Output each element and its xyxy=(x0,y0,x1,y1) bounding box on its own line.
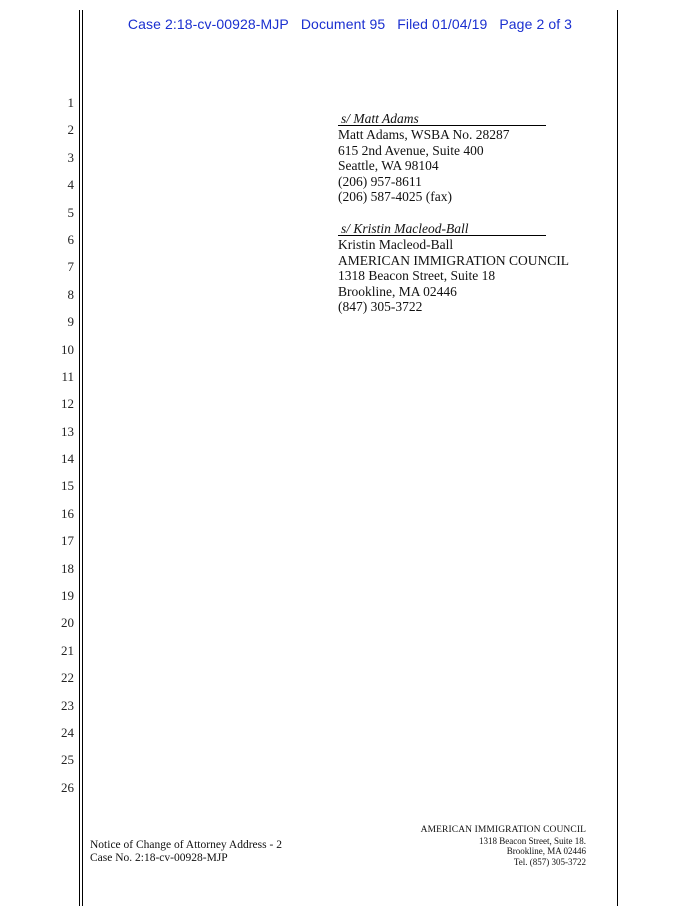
line-number: 24 xyxy=(61,724,74,740)
line-number: 5 xyxy=(67,204,74,220)
line-number: 19 xyxy=(61,588,74,604)
line-number: 23 xyxy=(61,697,74,713)
line-number: 2 xyxy=(67,122,74,138)
line-number: 22 xyxy=(61,670,74,686)
page-count: Page 2 of 3 xyxy=(499,16,573,32)
footer-title: Notice of Change of Attorney Address - 2 xyxy=(90,839,282,851)
address-line: 615 2nd Avenue, Suite 400 xyxy=(338,142,484,158)
attorney-name: Matt Adams, WSBA No. 28287 xyxy=(338,127,510,142)
footer-case-number: Case No. 2:18-cv-00928-MJP xyxy=(90,852,228,864)
line-number: 14 xyxy=(61,451,74,467)
line-number: 7 xyxy=(67,259,74,275)
left-margin-rule-outer xyxy=(79,10,80,906)
footer-city-state-zip: Brookline, MA 02446 xyxy=(506,846,586,856)
footer-telephone: Tel. (857) 305-3722 xyxy=(513,856,586,867)
line-number: 13 xyxy=(61,423,74,439)
line-number: 1 xyxy=(67,95,74,110)
address-line: 1318 Beacon Street, Suite 18 xyxy=(338,268,496,284)
line-number: 26 xyxy=(61,779,74,795)
line-number: 3 xyxy=(67,149,74,165)
line-number: 18 xyxy=(61,560,74,576)
signature-block-adams xyxy=(338,111,546,205)
line-number: 9 xyxy=(67,314,74,330)
document-number: Document 95 xyxy=(300,16,386,32)
signature-block-macleod-ball xyxy=(338,221,569,315)
signature-line: s/ Kristin Macleod-Ball xyxy=(338,222,546,236)
attorney-name: Kristin Macleod-Ball xyxy=(338,237,454,252)
line-number: 16 xyxy=(61,505,74,521)
line-number: 6 xyxy=(67,231,74,247)
fax: (206) 587-4025 (fax) xyxy=(338,189,452,205)
city-state-zip: Brookline, MA 02446 xyxy=(338,283,457,299)
line-number: 12 xyxy=(61,396,74,412)
line-number: 25 xyxy=(61,752,74,768)
footer-address-line: 1318 Beacon Street, Suite 18. xyxy=(479,835,586,846)
line-number: 15 xyxy=(61,478,74,494)
case-number: Case 2:18-cv-00928-MJP xyxy=(127,16,289,32)
left-margin-rule-inner xyxy=(82,10,83,906)
phone: (847) 305-3722 xyxy=(338,299,423,315)
right-margin-rule xyxy=(617,10,618,906)
signature-line: s/ Matt Adams xyxy=(338,112,546,126)
pleading-line-numbers xyxy=(40,95,74,807)
line-number: 8 xyxy=(67,286,74,302)
line-number: 20 xyxy=(61,615,74,631)
footer-organization: AMERICAN IMMIGRATION COUNCIL xyxy=(420,825,586,835)
phone: (206) 957-8611 xyxy=(338,173,422,189)
line-number: 4 xyxy=(67,177,74,193)
footer-document-info xyxy=(90,839,282,865)
line-number: 11 xyxy=(61,368,74,384)
line-number: 10 xyxy=(61,341,74,357)
footer-organization-info xyxy=(400,825,586,867)
organization: AMERICAN IMMIGRATION COUNCIL xyxy=(338,252,569,268)
city-state-zip: Seattle, WA 98104 xyxy=(338,158,439,174)
court-filing-header xyxy=(0,16,700,32)
line-number: 21 xyxy=(61,642,74,658)
filed-date: Filed 01/04/19 xyxy=(397,16,488,32)
line-number: 17 xyxy=(61,533,74,549)
